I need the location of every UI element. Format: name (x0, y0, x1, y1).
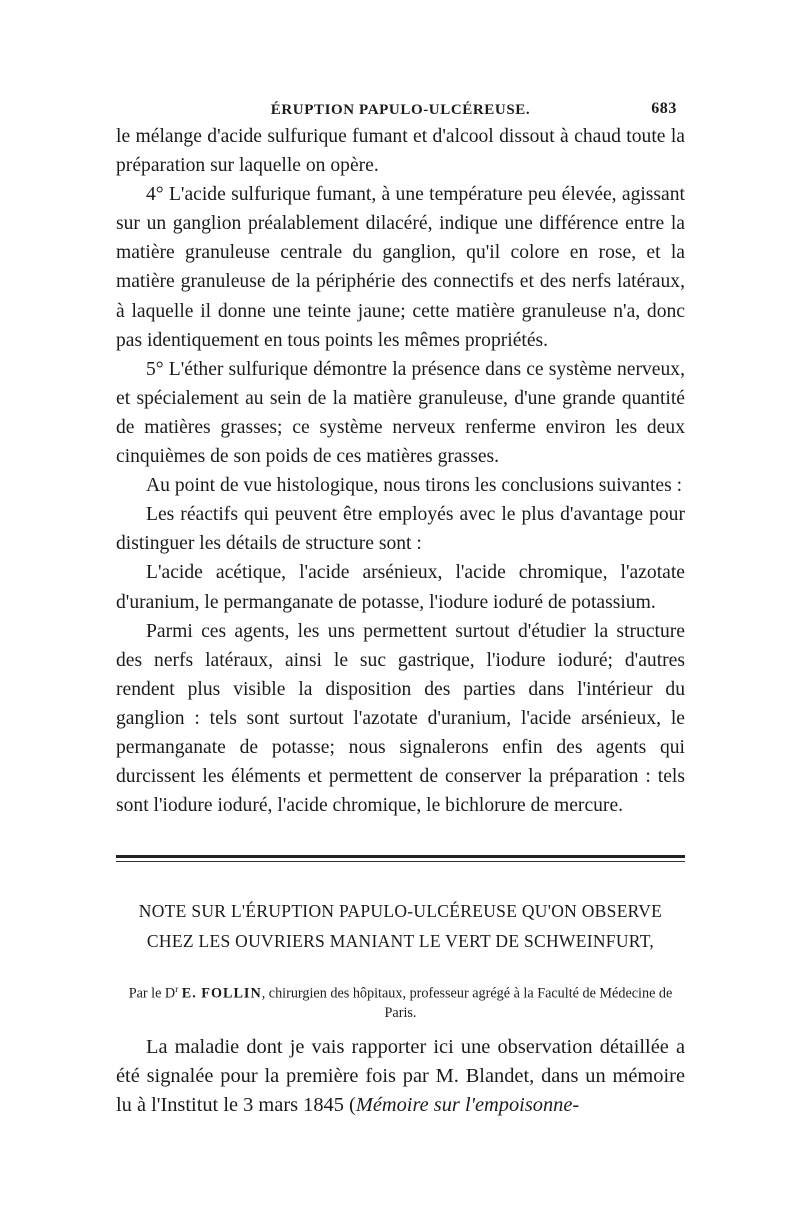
running-title: ÉRUPTION PAPULO-ULCÉREUSE. (270, 102, 531, 118)
body-text (116, 122, 685, 820)
paragraph-agents: Parmi ces agents, les uns permettent surtout d'étudier la structure des nerfs latéraux, ainsi le suc gastrique, l'iodure ioduré; d'autres rendent plus visible la disposition des parties dans l'intérieur du ganglion : tels sont surtout l'azotate d'uranium, l'acide arsénieux, le permanganate de potasse; nous signalerons enfin des agents qui durcissent les éléments et permettent de conserver la préparation : tels sont l'iodure ioduré, l'acide chromique, le bichlorure de mercure. (116, 620, 685, 817)
note-title-line-1: NOTE SUR L'ÉRUPTION PAPULO-ULCÉREUSE QU'ON OBSERVE (138, 901, 663, 922)
paragraph-point-4: 4° L'acide sulfurique fumant, à une température peu élevée, agissant sur un ganglion préalablement dilacéré, indique une différence entre la matière granuleuse centrale du ganglion, qu'il colore en rose, et la matière granuleuse de la périphérie des connectifs et des nerfs latéraux, à laquelle il donne une teinte jaune; cette matière granuleuse n'a, donc pas identiquement en tous points les mêmes propriétés. (116, 184, 685, 351)
divider-thick-rule (116, 855, 685, 858)
note-opening-paragraph (116, 1033, 685, 1120)
paragraph-point-5: 5° L'éther sulfurique démontre la présence dans ce système nerveux, et spécialement au sein de la matière granuleuse, d'une grande quantité de matières grasses; ce système nerveux renferme environ les deux cinquièmes de son poids de ces matières grasses. (116, 358, 685, 468)
running-head (116, 96, 685, 122)
byline-prefix: Par le D (128, 985, 176, 1002)
book-page (116, 96, 685, 1120)
byline-affiliation: , chirurgien des hôpitaux, professeur agrégé à la Faculté de Médecine de Paris. (261, 985, 673, 1021)
page-number: 683 (651, 100, 677, 117)
note-title (116, 896, 685, 956)
paragraph-reagents-list: L'acide acétique, l'acide arsénieux, l'acide chromique, l'azotate d'uranium, le permanganate de potasse, l'iodure ioduré de potassium. (116, 562, 685, 613)
paragraph-histology-intro: Au point de vue histologique, nous tirons les conclusions suivantes : (146, 475, 683, 497)
paragraph-continuation: le mélange d'acide sulfurique fumant et d'alcool dissout à chaud toute la préparation sur laquelle on opère. (116, 126, 685, 177)
byline (116, 980, 685, 1023)
section-divider (116, 855, 685, 862)
note-opening-italic: Mémoire sur l'empoisonne- (355, 1093, 580, 1116)
note-opening-text: La maladie dont je vais rapporter ici une observation détaillée a été signalée pour la première fois par M. Blandet, dans un mémoire lu à l'Institut le 3 mars 1845 ( (116, 1035, 685, 1116)
byline-author: E. FOLLIN (181, 985, 262, 1002)
byline-sup: r (175, 984, 179, 995)
divider-thin-rule (116, 861, 685, 862)
paragraph-reagents-intro: Les réactifs qui peuvent être employés avec le plus d'avantage pour distinguer les détails de structure sont : (116, 504, 685, 555)
note-title-line-2: CHEZ LES OUVRIERS MANIANT LE VERT DE SCHWEINFURT, (146, 931, 655, 952)
